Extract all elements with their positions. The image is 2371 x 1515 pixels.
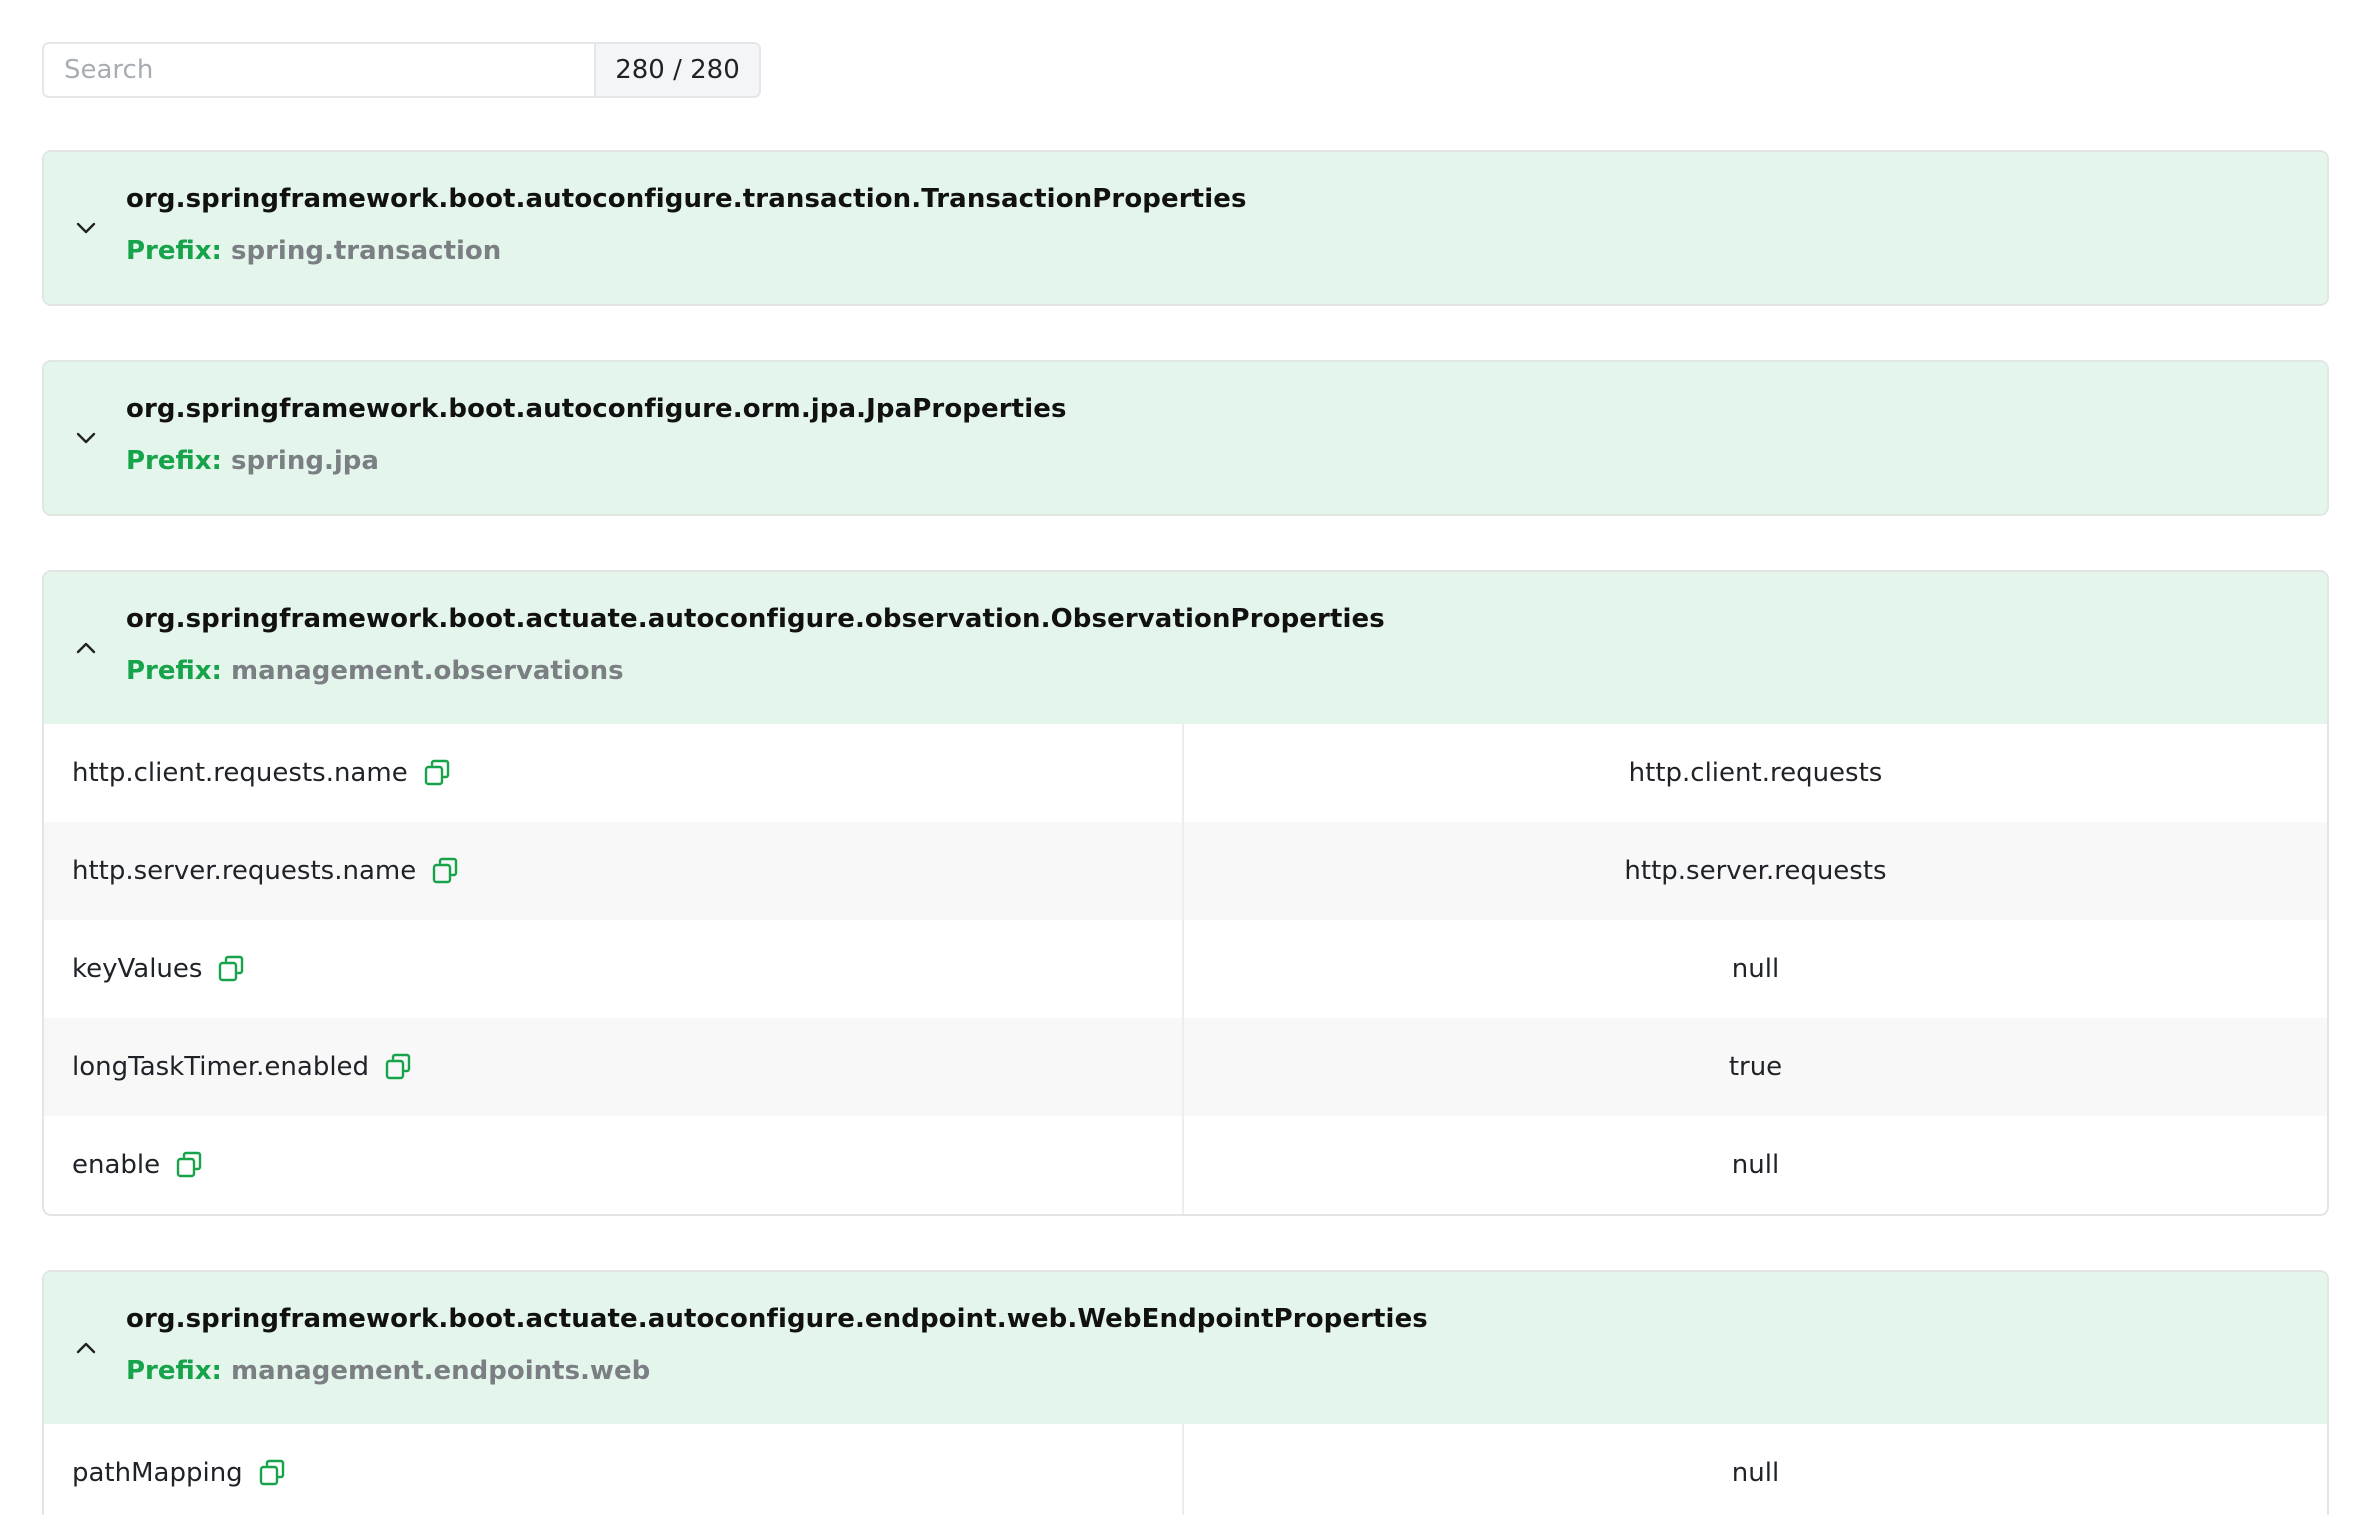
prefix-label: Prefix: [126,656,222,686]
properties-panels [42,150,2329,1515]
property-row [44,724,2327,822]
search-bar [42,42,761,98]
property-value: http.server.requests [1624,856,1887,886]
property-key: pathMapping [72,1458,243,1488]
panel-header-text [126,184,1247,266]
copy-icon[interactable] [257,1458,287,1488]
property-value: null [1731,1458,1780,1488]
results-count: 280 / 280 [594,44,759,96]
property-key-cell [44,1424,1184,1515]
chevron-down-icon[interactable] [74,216,98,240]
property-value: null [1731,954,1780,984]
property-key: http.server.requests.name [72,856,417,886]
property-value: true [1728,1052,1783,1082]
property-key: http.client.requests.name [72,758,408,788]
prefix-value: management.observations [231,656,624,686]
property-key-cell [44,724,1184,822]
property-key-cell [44,822,1184,920]
properties-panel [42,150,2329,306]
property-row [44,1424,2327,1515]
properties-panel [42,570,2329,1216]
property-value: null [1731,1150,1780,1180]
copy-icon[interactable] [430,856,460,886]
class-name: org.springframework.boot.actuate.autoconfigure.observation.ObservationProperties [126,604,1385,634]
prefix-label: Prefix: [126,446,222,476]
panel-header[interactable] [44,152,2327,304]
property-key: longTaskTimer.enabled [72,1052,370,1082]
property-row [44,1018,2327,1116]
panel-header[interactable] [44,362,2327,514]
prefix-line [126,446,1067,476]
prefix-line [126,1356,1428,1386]
property-row [44,1116,2327,1214]
panel-header[interactable] [44,572,2327,724]
panel-header-text [126,1304,1428,1386]
class-name: org.springframework.boot.actuate.autoconfigure.endpoint.web.WebEndpointProperties [126,1304,1428,1334]
prefix-label: Prefix: [126,236,222,266]
chevron-up-icon[interactable] [74,1336,98,1360]
prefix-label: Prefix: [126,1356,222,1386]
class-name: org.springframework.boot.autoconfigure.orm.jpa.JpaProperties [126,394,1067,424]
property-key-cell [44,1018,1184,1116]
properties-panel [42,1270,2329,1515]
property-key-cell [44,920,1184,1018]
copy-icon[interactable] [216,954,246,984]
property-row [44,920,2327,1018]
chevron-down-icon[interactable] [74,426,98,450]
copy-icon[interactable] [174,1150,204,1180]
properties-panel [42,360,2329,516]
property-row [44,822,2327,920]
panel-header[interactable] [44,1272,2327,1424]
property-key: enable [72,1150,161,1180]
panel-header-text [126,604,1385,686]
prefix-value: spring.jpa [231,446,379,476]
property-key: keyValues [72,954,203,984]
prefix-line [126,656,1385,686]
chevron-up-icon[interactable] [74,636,98,660]
property-value: http.client.requests [1628,758,1883,788]
prefix-value: spring.transaction [231,236,502,266]
search-input[interactable] [44,44,594,96]
class-name: org.springframework.boot.autoconfigure.transaction.TransactionProperties [126,184,1247,214]
copy-icon[interactable] [383,1052,413,1082]
prefix-line [126,236,1247,266]
copy-icon[interactable] [422,758,452,788]
property-key-cell [44,1116,1184,1214]
panel-header-text [126,394,1067,476]
prefix-value: management.endpoints.web [231,1356,651,1386]
